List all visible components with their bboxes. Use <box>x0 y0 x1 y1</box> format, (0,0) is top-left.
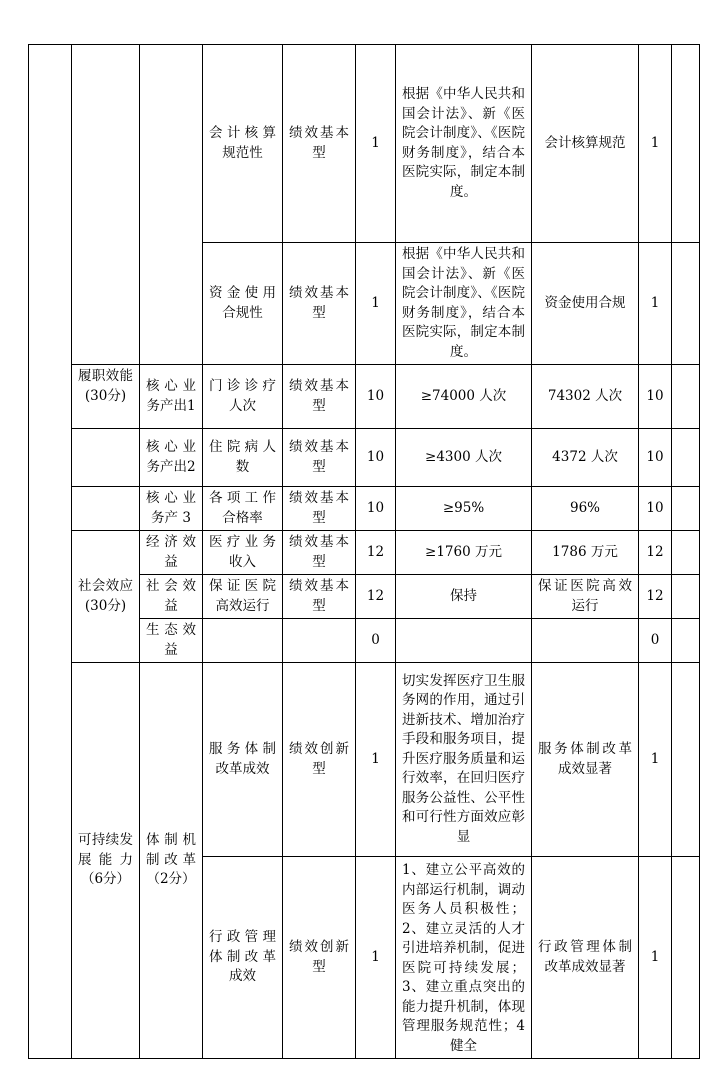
score-cell: 0 <box>639 619 672 663</box>
score-cell: 10 <box>639 487 672 531</box>
score-cell: 12 <box>639 575 672 619</box>
note-cell <box>672 243 700 365</box>
weight-cell: 12 <box>356 575 396 619</box>
indicator-name-cell: 门诊诊疗人次 <box>203 365 283 429</box>
note-cell <box>672 663 700 857</box>
indicator-type-cell: 绩效基本型 <box>283 429 356 487</box>
actual-cell: 4372 人次 <box>532 429 639 487</box>
target-cell: 根据《中华人民共和国会计法》、新《医院会计制度》、《医院财务制度》，结合本医院实际，制定本制度。 <box>396 243 532 365</box>
score-cell: 12 <box>639 531 672 575</box>
indicator-type-cell: 绩效基本型 <box>283 487 356 531</box>
target-cell: ≥95% <box>396 487 532 531</box>
indicator-name-cell: 住院病人数 <box>203 429 283 487</box>
target-cell: 根据《中华人民共和国会计法》、新《医院会计制度》、《医院财务制度》，结合本医院实际，制定本制度。 <box>396 45 532 243</box>
table-row <box>29 429 700 487</box>
note-cell <box>672 429 700 487</box>
score-cell: 1 <box>639 45 672 243</box>
target-cell: 切实发挥医疗卫生服务网的作用，通过引进新技术、增加治疗手段和服务项目，提升医疗服务质量和运行效率，在回归医疗服务公益性、公平性和可行性方面效应彰显 <box>396 663 532 857</box>
target-cell: 保持 <box>396 575 532 619</box>
indicator-type-cell: 绩效基本型 <box>283 243 356 365</box>
level3-category-cell: 核心业务产 3 <box>140 487 203 531</box>
actual-cell: 服务体制改革成效显著 <box>532 663 639 857</box>
note-cell <box>672 619 700 663</box>
indicator-name-cell: 服务体制改革成效 <box>203 663 283 857</box>
level3-category-cell: 核心业务产出2 <box>140 429 203 487</box>
indicator-name-cell <box>203 619 283 663</box>
table-row <box>29 531 700 575</box>
note-cell <box>672 575 700 619</box>
indicator-name-cell: 保证医院高效运行 <box>203 575 283 619</box>
table-row <box>29 487 700 531</box>
level3-category-cell <box>140 45 203 365</box>
level3-category-cell: 社会效益 <box>140 575 203 619</box>
level2-category-cell <box>72 487 140 531</box>
note-cell <box>672 531 700 575</box>
weight-cell: 0 <box>356 619 396 663</box>
level3-category-cell: 生态效益 <box>140 619 203 663</box>
indicator-name-cell: 行政管理体制改革成效 <box>203 857 283 1059</box>
level2-category-cell: 履职效能(30分) <box>72 365 140 429</box>
table-row <box>29 45 700 243</box>
actual-cell: 1786 万元 <box>532 531 639 575</box>
weight-cell: 10 <box>356 429 396 487</box>
weight-cell: 12 <box>356 531 396 575</box>
level3-category-cell: 核心业务产出1 <box>140 365 203 429</box>
level2-category-cell <box>72 45 140 365</box>
note-cell <box>672 45 700 243</box>
performance-table <box>28 44 700 1059</box>
actual-cell: 保证医院高效运行 <box>532 575 639 619</box>
actual-cell <box>532 619 639 663</box>
level3-category-cell: 经济效益 <box>140 531 203 575</box>
level2-category-cell <box>72 429 140 487</box>
indicator-type-cell: 绩效基本型 <box>283 531 356 575</box>
level2-category-cell: 可持续发展能力（6分） <box>72 663 140 1059</box>
weight-cell: 1 <box>356 45 396 243</box>
weight-cell: 1 <box>356 243 396 365</box>
note-cell <box>672 365 700 429</box>
level2-category-cell: 社会效应(30分) <box>72 531 140 663</box>
target-cell <box>396 619 532 663</box>
score-cell: 1 <box>639 857 672 1059</box>
actual-cell: 96% <box>532 487 639 531</box>
target-cell: 1、建立公平高效的内部运行机制，调动医务人员积极性；2、建立灵活的人才引进培养机制，促进医院可持续发展；3、建立重点突出的能力提升机制，体现管理服务规范性；4 健全 <box>396 857 532 1059</box>
target-cell: ≥4300 人次 <box>396 429 532 487</box>
actual-cell: 行政管理体制改革成效显著 <box>532 857 639 1059</box>
indicator-type-cell: 绩效基本型 <box>283 575 356 619</box>
level3-category-cell: 体制机制改革（2分） <box>140 663 203 1059</box>
table-row <box>29 365 700 429</box>
indicator-type-cell <box>283 619 356 663</box>
level1-category-cell <box>29 45 72 1059</box>
indicator-name-cell: 资金使用合规性 <box>203 243 283 365</box>
indicator-name-cell: 医疗业务收入 <box>203 531 283 575</box>
indicator-name-cell: 会计核算规范性 <box>203 45 283 243</box>
weight-cell: 10 <box>356 487 396 531</box>
indicator-type-cell: 绩效创新型 <box>283 857 356 1059</box>
actual-cell: 会计核算规范 <box>532 45 639 243</box>
note-cell <box>672 487 700 531</box>
actual-cell: 74302 人次 <box>532 365 639 429</box>
table-row <box>29 663 700 857</box>
target-cell: ≥74000 人次 <box>396 365 532 429</box>
weight-cell: 10 <box>356 365 396 429</box>
actual-cell: 资金使用合规 <box>532 243 639 365</box>
score-cell: 1 <box>639 663 672 857</box>
weight-cell: 1 <box>356 663 396 857</box>
indicator-type-cell: 绩效基本型 <box>283 365 356 429</box>
score-cell: 10 <box>639 429 672 487</box>
indicator-type-cell: 绩效创新型 <box>283 663 356 857</box>
score-cell: 10 <box>639 365 672 429</box>
indicator-type-cell: 绩效基本型 <box>283 45 356 243</box>
indicator-name-cell: 各项工作合格率 <box>203 487 283 531</box>
note-cell <box>672 857 700 1059</box>
weight-cell: 1 <box>356 857 396 1059</box>
score-cell: 1 <box>639 243 672 365</box>
target-cell: ≥1760 万元 <box>396 531 532 575</box>
